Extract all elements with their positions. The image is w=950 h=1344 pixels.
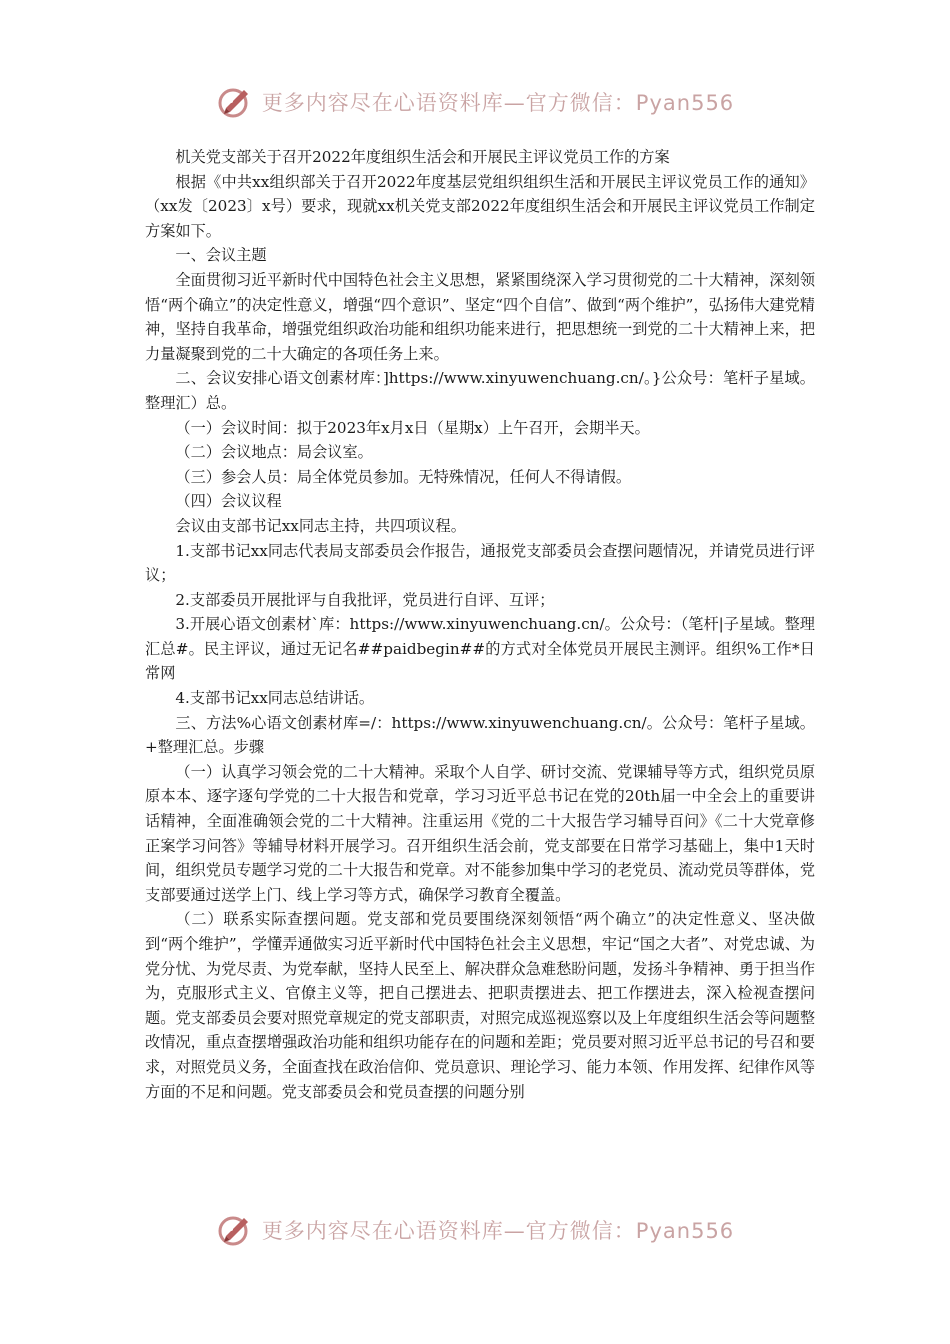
watermark-banner-top: [0, 80, 950, 124]
theme-paragraph: 全面贯彻习近平新时代中国特色社会主义思想，紧紧围绕深入学习贯彻党的二十大精神，深刻领悟“两个确立”的决定性意义，增强“四个意识”、坚定“四个自信”、做到“两个维护”，弘扬伟大建党精神，坚持自我革命，增强党组织政治功能和组织功能来进行，把思想统一到党的二十大精神上来，把力量凝聚到党的二十大确定的各项任务上来。: [145, 270, 815, 363]
agenda-item-3: 3.开展心语文创素材`库：https://www.xinyuwenchuang.cn/。公众号：（笔杆|子星域。整理汇总#。民主评议，通过无记名##paidbegin##的方式对全体党员开展民主测评。组织%工作*日常网: [145, 615, 815, 683]
watermark-banner-bottom: [0, 1208, 950, 1252]
section-heading-methods: 三、方法%心语文创素材库=/：https://www.xinyuwenchuang.cn/。公众号：笔杆子星域。+整理汇总。步骤: [145, 713, 815, 757]
section-heading-theme: 一、会议主题: [175, 246, 267, 265]
agenda-item-2: 2.支部委员开展批评与自我批评，党员进行自评、互评；: [175, 590, 555, 609]
method-study-paragraph: （一）认真学习领会党的二十大精神。采取个人自学、研讨交流、党课辅导等方式，组织党员原原本本、逐字逐句学党的二十大报告和党章，学习习近平总书记在党的20th届一中全会上的重要讲话精神，全面准确领会党的二十大精神。注重运用《党的二十大报告学习辅导百问》《二十大党章修正案学习问答》等辅导材料开展学习。召开组织生活会前，党支部要在日常学习基础上，集中1天时间，组织党员专题学习党的二十大报告和党章。对不能参加集中学习的老党员、流动党员等群体，党支部要通过送学上门、线上学习等方式，确保学习教育全覆盖。: [145, 762, 815, 904]
pen-logo-icon: [216, 82, 256, 122]
pen-logo-icon: [216, 1210, 256, 1250]
agenda-intro: 会议由支部书记xx同志主持，共四项议程。: [175, 516, 466, 535]
document-title: 机关党支部关于召开2022年度组织生活会和开展民主评议党员工作的方案: [175, 148, 670, 166]
document-body: [145, 145, 815, 1104]
agenda-item-1: 1.支部书记xx同志代表局支部委员会作报告，通报党支部委员会查摆问题情况，并请党员进行评议；: [145, 541, 815, 585]
watermark-text: 更多内容尽在心语资料库—官方微信：Pyan556: [261, 91, 735, 115]
section-heading-arrangement: 二、会议安排心语文创素材库：]https://www.xinyuwenchuang.cn/。}公众号：笔杆子星域。整理汇）总。: [145, 369, 815, 412]
meeting-attendees: （三）参会人员：局全体党员参加。无特殊情况，任何人不得请假。: [175, 467, 632, 486]
meeting-time: （一）会议时间：拟于2023年x月x日（星期x）上午召开，会期半天。: [175, 418, 650, 437]
meeting-location: （二）会议地点：局会议室。: [175, 443, 373, 462]
watermark-text: 更多内容尽在心语资料库—官方微信：Pyan556: [261, 1219, 735, 1243]
intro-paragraph: 根据《中共xx组织部关于召开2022年度基层党组织组织生活和开展民主评议党员工作的通知》（xx发〔2023〕x号）要求，现就xx机关党支部2022年度组织生活会和开展民主评议党员工作制定方案如下。: [145, 172, 815, 240]
meeting-agenda-heading: （四）会议议程: [175, 492, 282, 511]
agenda-item-4: 4.支部书记xx同志总结讲话。: [175, 689, 375, 708]
method-check-paragraph: （二）联系实际查摆问题。党支部和党员要围绕深刻领悟“两个确立”的决定性意义、坚决做到“两个维护”，学懂弄通做实习近平新时代中国特色社会主义思想，牢记“国之大者”、对党忠诚、为党分忧、为党尽责、为党奉献，坚持人民至上、解决群众急难愁盼问题，发扬斗争精神、勇于担当作为，克服形式主义、官僚主义等，把自己摆进去、把职责摆进去、把工作摆进去，深入检视查摆问题。党支部委员会要对照党章规定的党支部职责，对照完成巡视巡察以及上年度组织生活会等问题整改情况，重点查摆增强政治功能和组织功能存在的问题和差距；党员要对照习近平总书记的号召和要求，对照党员义务，全面查找在政治信仰、党员意识、理论学习、能力本领、作用发挥、纪律作风等方面的不足和问题。党支部委员会和党员查摆的问题分别: [145, 910, 815, 1101]
